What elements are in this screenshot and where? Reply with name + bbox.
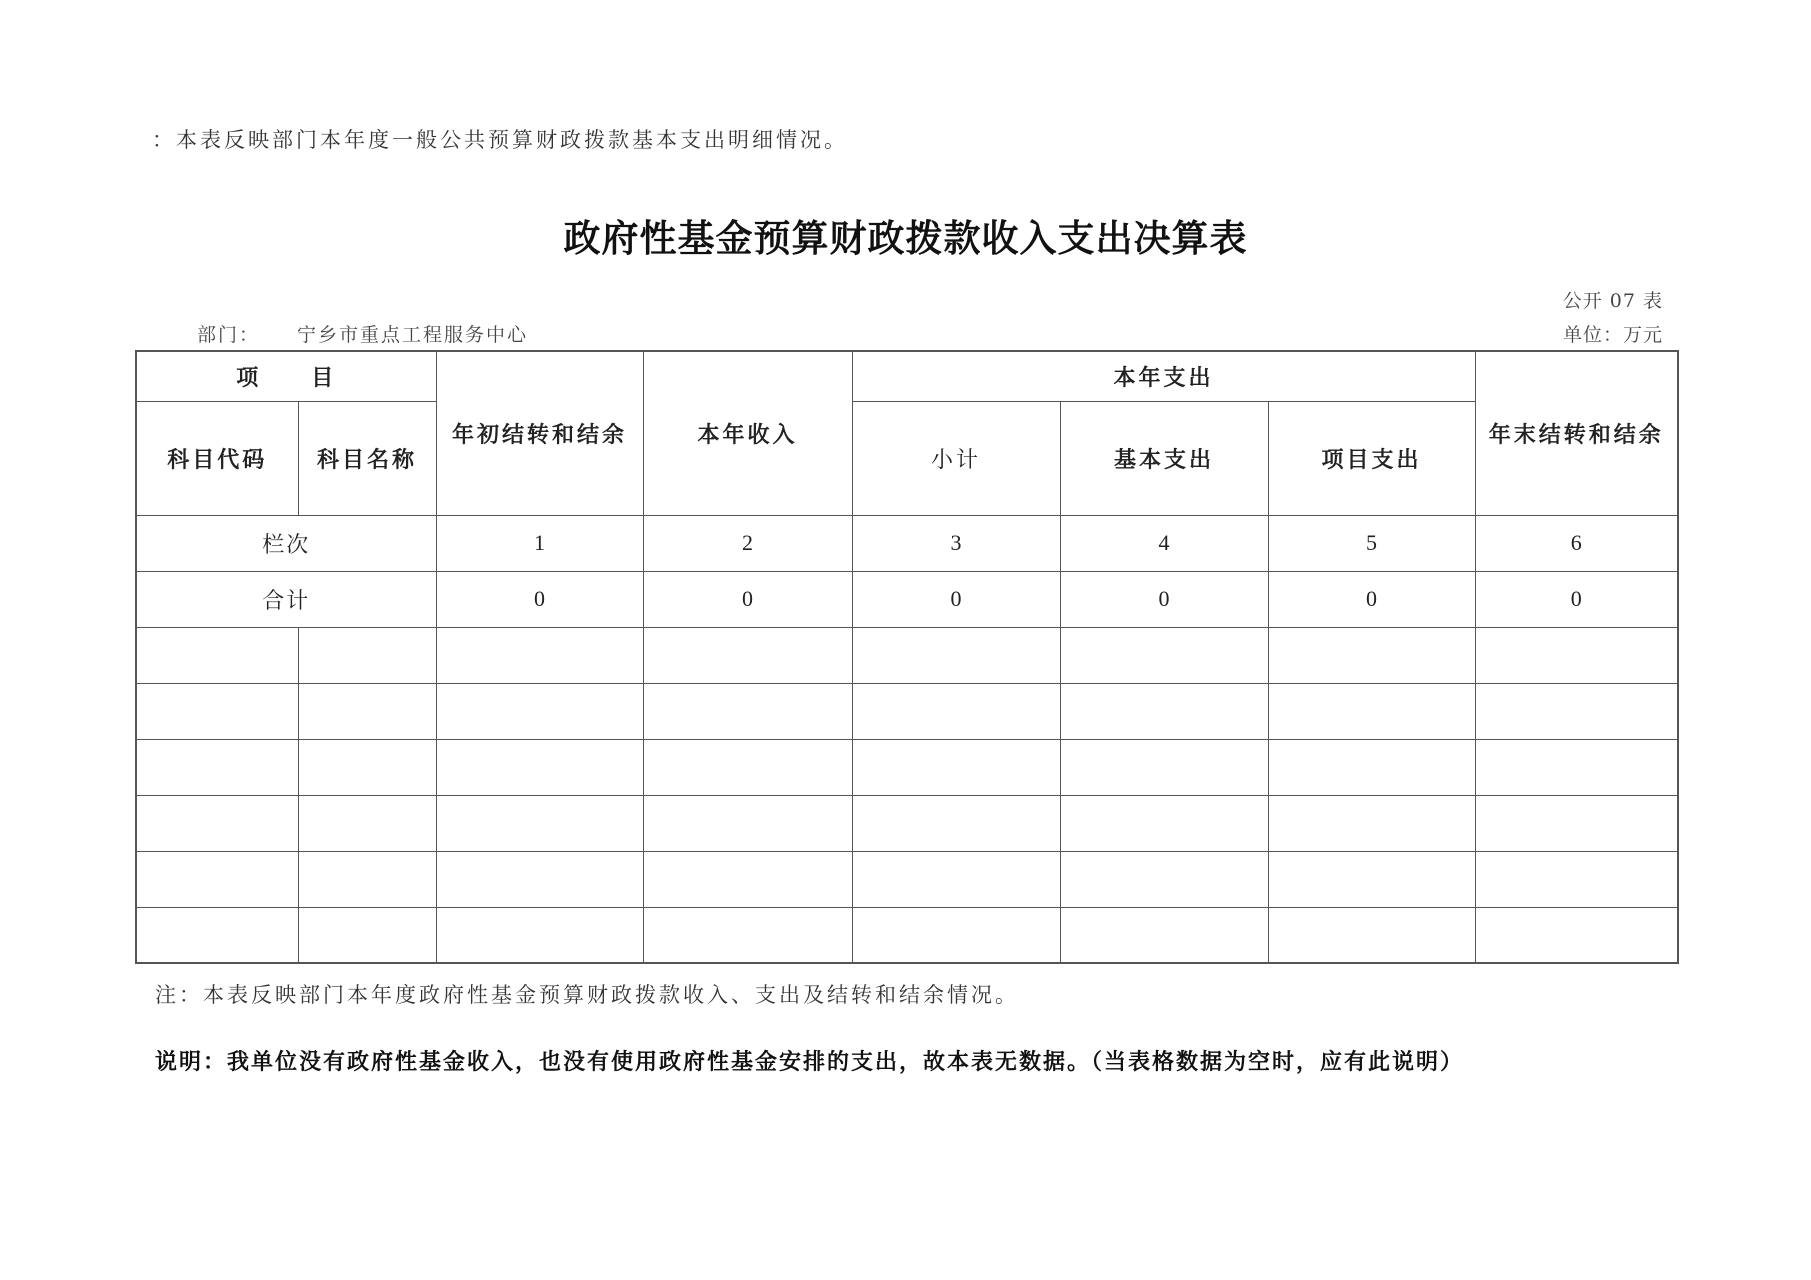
header-start-balance: 年初结转和结余 xyxy=(436,351,643,515)
table-row xyxy=(136,627,1678,683)
empty-cell xyxy=(1060,907,1268,963)
total-cell: 0 xyxy=(436,571,643,627)
column-index-cell: 1 xyxy=(436,515,643,571)
empty-cell xyxy=(1060,627,1268,683)
empty-cell xyxy=(852,683,1060,739)
explanation-note: 说明：我单位没有政府性基金收入，也没有使用政府性基金安排的支出，故本表无数据。（当表格数据为空时，应有此说明） xyxy=(155,1050,1465,1075)
department-label: 部门： xyxy=(197,324,261,346)
header-row-2 xyxy=(136,401,1678,515)
unit-label: 单位：万元 xyxy=(1562,324,1663,346)
column-index-cell: 6 xyxy=(1475,515,1678,571)
empty-cell xyxy=(1475,627,1678,683)
empty-cell xyxy=(1475,739,1678,795)
empty-cell xyxy=(852,627,1060,683)
table-row xyxy=(136,739,1678,795)
empty-cell xyxy=(643,851,852,907)
department-value: 宁乡市重点工程服务中心 xyxy=(297,324,529,346)
empty-cell xyxy=(1060,683,1268,739)
empty-cell xyxy=(436,851,643,907)
header-project: 项 目 xyxy=(136,351,436,401)
empty-cell xyxy=(136,907,298,963)
empty-cell xyxy=(1475,683,1678,739)
empty-cell xyxy=(1475,907,1678,963)
empty-cell xyxy=(436,627,643,683)
empty-cell xyxy=(298,795,436,851)
empty-cell xyxy=(1268,795,1475,851)
total-cell: 0 xyxy=(1475,571,1678,627)
empty-cell xyxy=(436,795,643,851)
header-project-expense: 项目支出 xyxy=(1268,401,1475,515)
header-subtotal: 小计 xyxy=(852,401,1060,515)
empty-cell xyxy=(643,683,852,739)
header-current-income: 本年收入 xyxy=(643,351,852,515)
empty-cell xyxy=(436,739,643,795)
total-cell: 0 xyxy=(1268,571,1475,627)
empty-cell xyxy=(298,739,436,795)
empty-cell xyxy=(1268,739,1475,795)
empty-cell xyxy=(643,907,852,963)
header-end-balance: 年末结转和结余 xyxy=(1475,351,1678,515)
empty-cell xyxy=(136,851,298,907)
total-cell: 0 xyxy=(852,571,1060,627)
empty-cell xyxy=(1268,627,1475,683)
header-subject-name: 科目名称 xyxy=(298,401,436,515)
table-row xyxy=(136,795,1678,851)
empty-cell xyxy=(436,683,643,739)
empty-cell xyxy=(1060,851,1268,907)
empty-cell xyxy=(852,851,1060,907)
empty-cell xyxy=(136,683,298,739)
column-index-row xyxy=(136,515,1678,571)
empty-cell xyxy=(298,851,436,907)
empty-cell xyxy=(136,795,298,851)
empty-cell xyxy=(1475,795,1678,851)
page-title: 政府性基金预算财政拨款收入支出决算表 xyxy=(563,217,1248,260)
column-index-cell: 5 xyxy=(1268,515,1475,571)
empty-cell xyxy=(1268,683,1475,739)
header-current-expense: 本年支出 xyxy=(852,351,1475,401)
empty-cell xyxy=(1268,851,1475,907)
empty-cell xyxy=(436,907,643,963)
empty-cell xyxy=(1268,907,1475,963)
table-row xyxy=(136,683,1678,739)
empty-cell xyxy=(298,907,436,963)
empty-cell xyxy=(136,739,298,795)
budget-table xyxy=(135,350,1679,964)
empty-cell xyxy=(1060,739,1268,795)
header-basic-expense: 基本支出 xyxy=(1060,401,1268,515)
empty-cell xyxy=(852,907,1060,963)
empty-cell xyxy=(643,795,852,851)
table-row xyxy=(136,907,1678,963)
empty-cell xyxy=(852,739,1060,795)
total-cell: 0 xyxy=(1060,571,1268,627)
column-index-cell: 2 xyxy=(643,515,852,571)
table-row xyxy=(136,851,1678,907)
total-row xyxy=(136,571,1678,627)
total-cell: 0 xyxy=(643,571,852,627)
column-index-cell: 3 xyxy=(852,515,1060,571)
empty-cell xyxy=(643,739,852,795)
total-label: 合计 xyxy=(136,571,436,627)
form-number: 公开 07 表 xyxy=(1562,290,1663,312)
empty-cell xyxy=(298,683,436,739)
header-row-1 xyxy=(136,351,1678,401)
empty-cell xyxy=(136,627,298,683)
table-footnote: 注：本表反映部门本年度政府性基金预算财政拨款收入、支出及结转和结余情况。 xyxy=(155,983,1019,1007)
empty-cell xyxy=(1475,851,1678,907)
top-note: ：本表反映部门本年度一般公共预算财政拨款基本支出明细情况。 xyxy=(152,128,848,152)
empty-cell xyxy=(1060,795,1268,851)
column-index-cell: 4 xyxy=(1060,515,1268,571)
empty-cell xyxy=(643,627,852,683)
empty-cell xyxy=(298,627,436,683)
header-subject-code: 科目代码 xyxy=(136,401,298,515)
empty-cell xyxy=(852,795,1060,851)
column-index-label: 栏次 xyxy=(136,515,436,571)
